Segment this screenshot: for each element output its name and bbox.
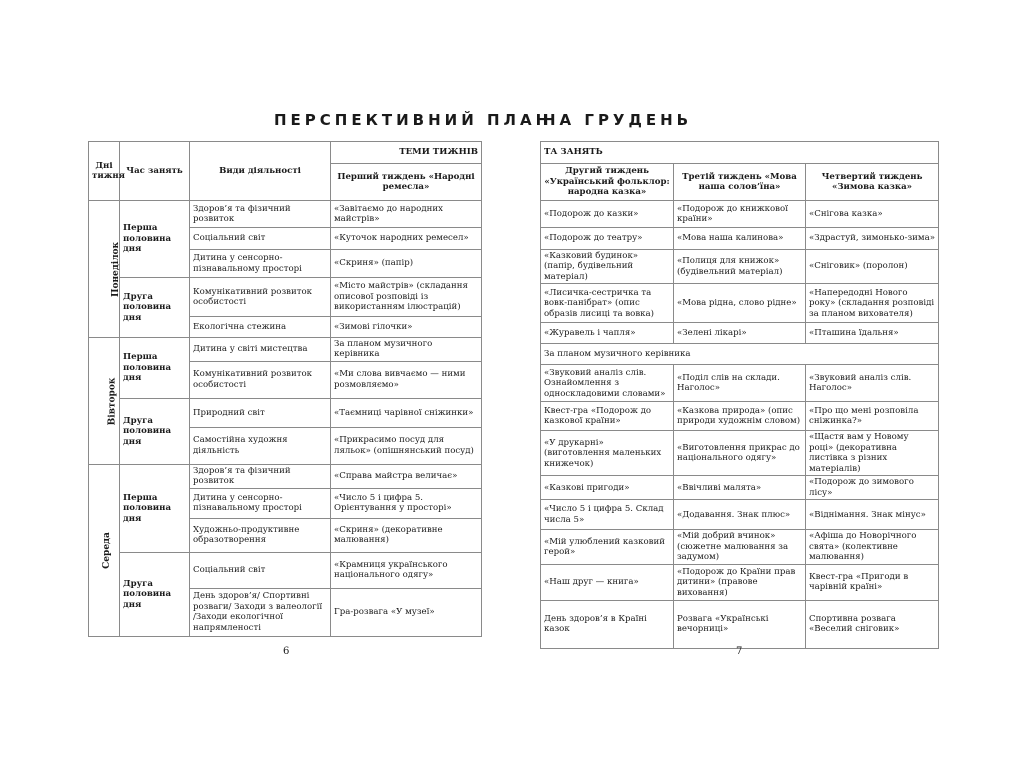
day-label: Середа <box>101 532 112 569</box>
topic-cell: «Завітаємо до народних майстрів» <box>331 201 482 228</box>
topic-cell: «Ми слова вивчаємо — ними розмовляємо» <box>331 361 482 398</box>
header-week-4: Четвертий тиждень «Зимова казка» <box>806 164 939 201</box>
header-days: Дні тижня <box>89 142 120 201</box>
header-activity: Види діяльності <box>190 142 331 201</box>
topic-cell: «Казковий будинок» (папір, будівельний матеріал) <box>541 250 674 284</box>
topic-cell: «Прикрасимо посуд для ляльок» (опішнянський посуд) <box>331 427 482 464</box>
topic-cell: «Крамниця українського національного одягу» <box>331 552 482 588</box>
day-label: Вівторок <box>107 377 118 425</box>
topic-cell: «Виготовлення прикрас до національного одягу» <box>674 431 806 476</box>
topic-cell: «Полиця для книжок» (будівельний матеріал) <box>674 250 806 284</box>
topic-cell: «Наш друг — книга» <box>541 564 674 600</box>
day-cell <box>89 201 120 338</box>
topic-cell: «Сніговик» (поролон) <box>806 250 939 284</box>
activity-cell: Екологічна стежина <box>190 317 331 338</box>
left-plan-table <box>88 141 482 637</box>
activity-cell: Соціальний світ <box>190 228 331 250</box>
topic-cell: «Мова наша калинова» <box>674 228 806 250</box>
topic-cell: «Число 5 і цифра 5. Орієнтування у просторі» <box>331 488 482 518</box>
topic-cell: «Звуковий аналіз слів. Ознайомлення з односкладовими словами» <box>541 365 674 402</box>
topic-cell: День здоров’я в Країні казок <box>541 600 674 648</box>
day-cell <box>89 464 120 636</box>
topic-cell: «Віднімання. Знак мінус» <box>806 500 939 530</box>
header-week-2: Другий тиждень «Український фольклор: народна казка» <box>541 164 674 201</box>
header-week-1: Перший тиждень «Народні ремесла» <box>331 164 482 201</box>
topic-cell: Спортивна розвага «Веселий сніговик» <box>806 600 939 648</box>
topic-cell: «Подорож до Країни прав дитини» (правове виховання) <box>674 564 806 600</box>
half-label: Друга половина дня <box>120 398 190 464</box>
activity-cell: Здоров’я та фізичний розвиток <box>190 201 331 228</box>
topic-cell: «Про що мені розповіла сніжинка?» <box>806 402 939 431</box>
topic-cell: «Напередодні Нового року» (складання розповіді за планом вихователя) <box>806 284 939 323</box>
activity-cell: Дитина у світі мистецтва <box>190 338 331 362</box>
topic-cell: «Афіша до Новорічного свята» (колективне малювання) <box>806 530 939 564</box>
topic-cell: «У друкарні» (виготовлення маленьких книжечок) <box>541 431 674 476</box>
activity-cell: Природний світ <box>190 398 331 427</box>
topic-cell: За планом музичного керівника <box>331 338 482 362</box>
topic-cell: «Місто майстрів» (складання описової розповіді із використанням ілюстрацій) <box>331 278 482 317</box>
right-plan-table <box>540 141 939 649</box>
topic-cell: «Скриня» (папір) <box>331 250 482 278</box>
half-label: Друга половина дня <box>120 278 190 338</box>
topic-cell: «Куточок народних ремесел» <box>331 228 482 250</box>
topic-cell: Розвага «Українські вечорниці» <box>674 600 806 648</box>
half-label: Перша половина дня <box>120 338 190 399</box>
page-title-left: ПЕРСПЕКТИВНИЙ ПЛАН <box>274 111 553 129</box>
music-plan-cell: За планом музичного керівника <box>541 344 939 365</box>
topic-cell: «Поділ слів на склади. Наголос» <box>674 365 806 402</box>
half-label: Друга половина дня <box>120 552 190 636</box>
activity-cell: Художньо-продуктивне образотворення <box>190 518 331 552</box>
activity-cell: Дитина у сенсорно-пізнавальному просторі <box>190 250 331 278</box>
topic-cell: «Подорож до казки» <box>541 201 674 228</box>
topic-cell: Квест-гра «Пригоди в чарівній країні» <box>806 564 939 600</box>
activity-cell: Соціальний світ <box>190 552 331 588</box>
day-label: Понеділок <box>111 241 122 297</box>
day-cell <box>89 338 120 465</box>
activity-cell: Дитина у сенсорно-пізнавальному просторі <box>190 488 331 518</box>
topic-cell: Квест-гра «Подорож до казкової країни» <box>541 402 674 431</box>
topic-cell: «Казкові пригоди» <box>541 476 674 500</box>
activity-cell: Самостійна художня діяльність <box>190 427 331 464</box>
topic-cell: «Число 5 і цифра 5. Склад числа 5» <box>541 500 674 530</box>
half-label: Перша половина дня <box>120 464 190 552</box>
topic-cell: «Пташина їдальня» <box>806 323 939 344</box>
topic-cell: «Мова рідна, слово рідне» <box>674 284 806 323</box>
header-themes-cont: ТА ЗАНЯТЬ <box>541 142 939 164</box>
topic-cell: «Лисичка-сестричка та вовк-панібрат» (опис образів лисиці та вовка) <box>541 284 674 323</box>
header-week-3: Третій тиждень «Мова наша солов’їна» <box>674 164 806 201</box>
topic-cell: «Звуковий аналіз слів. Наголос» <box>806 365 939 402</box>
topic-cell: «Скриня» (декоративне малювання) <box>331 518 482 552</box>
topic-cell: «Мій улюблений казковий герой» <box>541 530 674 564</box>
topic-cell: «Ввічливі малята» <box>674 476 806 500</box>
half-label: Перша половина дня <box>120 201 190 278</box>
page-number-left: 6 <box>283 646 290 657</box>
activity-cell: Комунікативний розвиток особистості <box>190 278 331 317</box>
activity-cell: День здоров’я/ Спортивні розваги/ Заходи з валеології /Заходи екологічної напрямленості <box>190 588 331 636</box>
topic-cell: «Зелені лікарі» <box>674 323 806 344</box>
header-time: Час занять <box>120 142 190 201</box>
page-number-right: 7 <box>736 646 743 657</box>
activity-cell: Здоров’я та фізичний розвиток <box>190 464 331 488</box>
topic-cell: «Подорож до книжкової країни» <box>674 201 806 228</box>
topic-cell: «Подорож до зимового лісу» <box>806 476 939 500</box>
topic-cell: Гра-розвага «У музеї» <box>331 588 482 636</box>
activity-cell: Комунікативний розвиток особистості <box>190 361 331 398</box>
topic-cell: «Казкова природа» (опис природи художнім словом) <box>674 402 806 431</box>
header-themes: ТЕМИ ТИЖНІВ <box>331 142 482 164</box>
topic-cell: «Мій добрий вчинок» (сюжетне малювання за задумом) <box>674 530 806 564</box>
topic-cell: «Щастя вам у Новому році» (декоративна листівка з різних матеріалів) <box>806 431 939 476</box>
topic-cell: «Додавання. Знак плюс» <box>674 500 806 530</box>
topic-cell: «Подорож до театру» <box>541 228 674 250</box>
topic-cell: «Журавель і чапля» <box>541 323 674 344</box>
topic-cell: «Справа майстра величає» <box>331 464 482 488</box>
page-title-right: НА ГРУДЕНЬ <box>543 111 693 129</box>
topic-cell: «Зимові гілочки» <box>331 317 482 338</box>
topic-cell: «Таємниці чарівної сніжинки» <box>331 398 482 427</box>
topic-cell: «Здрастуй, зимонько-зима» <box>806 228 939 250</box>
topic-cell: «Снігова казка» <box>806 201 939 228</box>
